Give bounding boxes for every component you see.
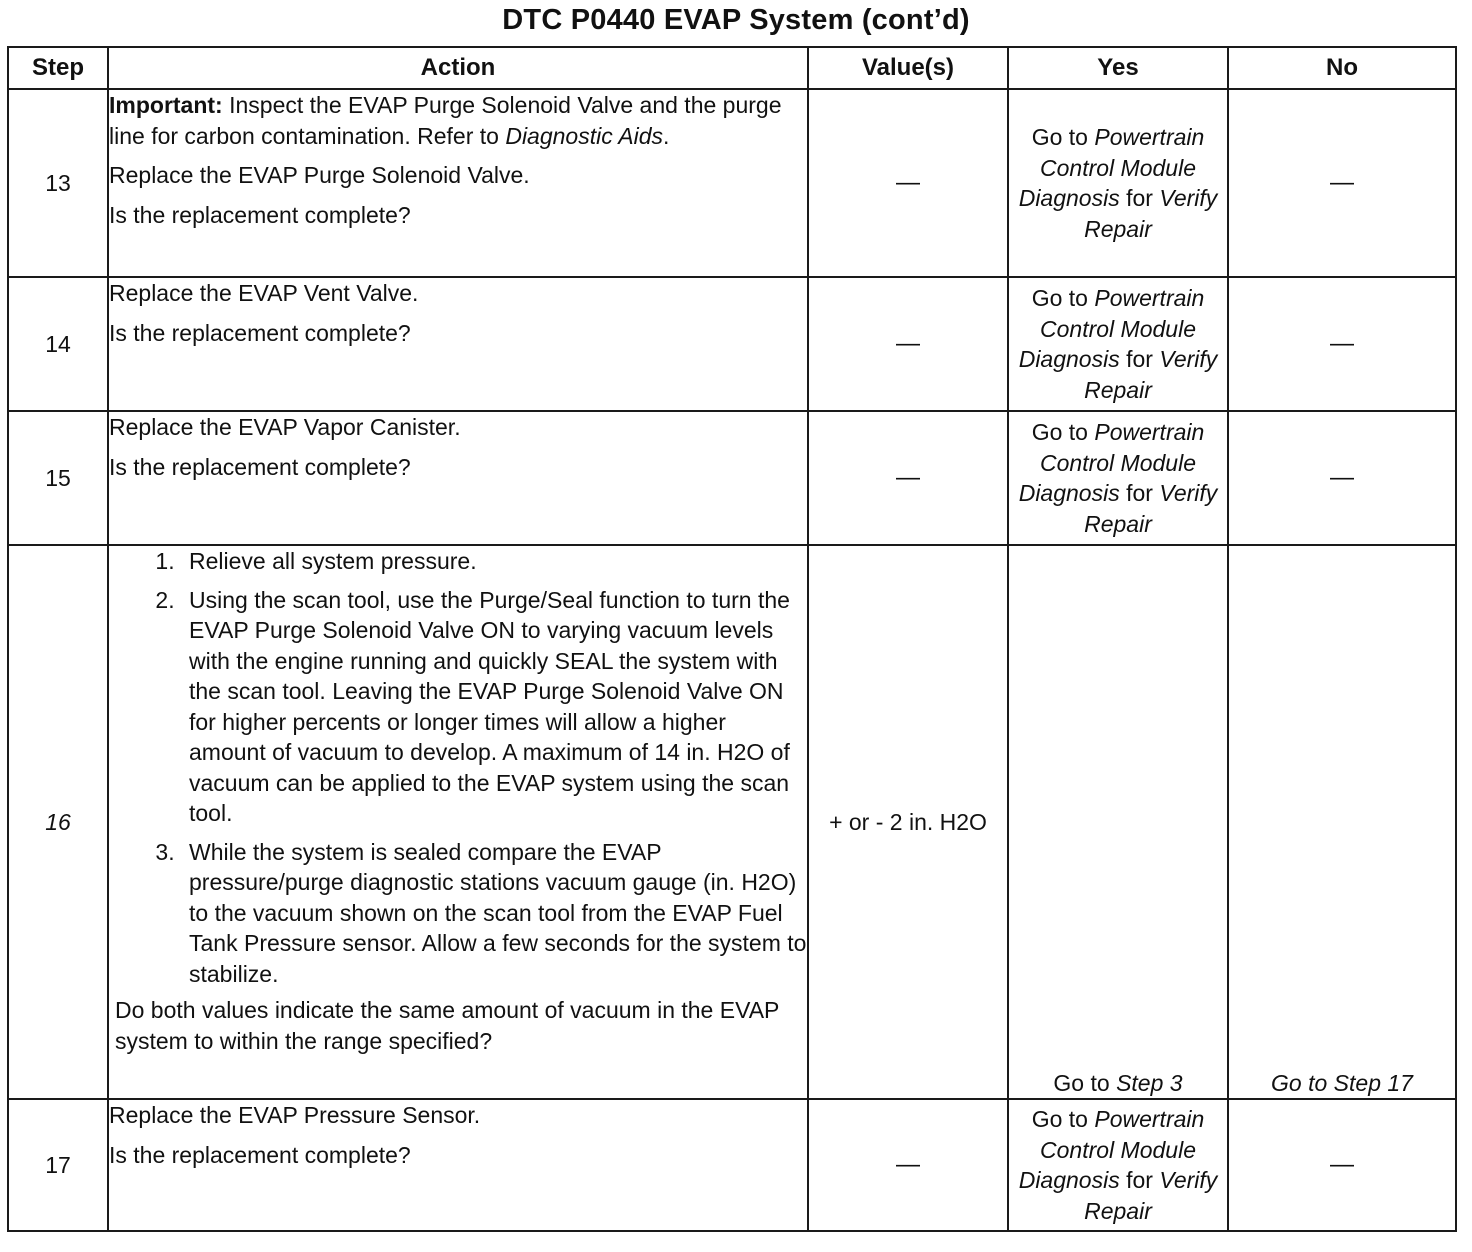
important-label: Important: (109, 92, 223, 118)
no-cell (1228, 1099, 1456, 1231)
action-instruction: Replace the EVAP Pressure Sensor. (109, 1102, 481, 1128)
yes-prefix: Go to (1031, 285, 1095, 311)
value-cell (808, 89, 1008, 277)
action-cell (108, 277, 808, 411)
yes-ref-pcm: Powertrain Control Module Diagnosis (1018, 124, 1205, 211)
yes-ref-verify: Verify Repair (1084, 185, 1218, 242)
yes-mid: for (1119, 346, 1160, 372)
procedure-list (109, 546, 807, 989)
yes-cell (1008, 89, 1228, 277)
value-dash: — (896, 1151, 920, 1179)
action-instruction: Replace the EVAP Vapor Canister. (109, 414, 461, 440)
table-row (8, 545, 1456, 1099)
table-row (8, 89, 1456, 277)
action-question: Is the replacement complete? (109, 1141, 411, 1168)
yes-mid: for (1119, 185, 1160, 211)
procedure-step: 2. Using the scan tool, use the Purge/Seal function to turn the EVAP Purge Solenoid Valve ON to varying vacuum levels with the engine running and quickly SEAL the system with the scan tool. Leaving the EVAP Purge Solenoid Valve ON for higher percents or longer times will allow a higher amount of vacuum to develop. A maximum of 14 in. H2O of vacuum can be applied to the EVAP system using the scan tool. (181, 585, 807, 829)
yes-prefix: Go to (1031, 124, 1095, 150)
no-dash: — (1330, 169, 1354, 197)
yes-ref-verify: Verify Repair (1084, 1167, 1218, 1224)
table-row (8, 411, 1456, 545)
value-range: + or - 2 in. H2O (829, 808, 987, 835)
action-question: Do both values indicate the same amount of vacuum in the EVAP system to within the range specified? (115, 997, 779, 1054)
action-cell (108, 1099, 808, 1231)
no-cell (1228, 411, 1456, 545)
action-cell (108, 545, 808, 1099)
yes-prefix: Go to (1031, 419, 1095, 445)
header-values: Value(s) (808, 47, 1008, 89)
action-cell (108, 411, 808, 545)
no-cell (1228, 277, 1456, 411)
header-no: No (1228, 47, 1456, 89)
important-note (109, 90, 807, 151)
value-dash: — (896, 330, 920, 358)
yes-cell (1008, 411, 1228, 545)
no-prefix: Go to (1271, 1069, 1334, 1096)
action-question: Is the replacement complete? (109, 453, 411, 480)
table-row (8, 277, 1456, 411)
step-number: 15 (8, 411, 108, 545)
procedure-step: 3. While the system is sealed compare the EVAP pressure/purge diagnostic stations vacuum gauge (in. H2O) to the vacuum shown on the scan tool from the EVAP Fuel Tank Pressure sensor. Allow a few seconds for the system to stabilize. (181, 837, 807, 990)
step-number: 16 (8, 545, 108, 1099)
yes-cell (1008, 545, 1228, 1099)
yes-ref-verify: Verify Repair (1084, 480, 1218, 537)
header-action: Action (108, 47, 808, 89)
no-dash: — (1330, 330, 1354, 358)
value-cell (808, 1099, 1008, 1231)
header-step: Step (8, 47, 108, 89)
no-dash: — (1330, 1151, 1354, 1179)
yes-prefix: Go to (1053, 1069, 1117, 1096)
table-row (8, 1099, 1456, 1231)
step-number: 14 (8, 277, 108, 411)
yes-cell (1008, 277, 1228, 411)
action-cell (108, 89, 808, 277)
yes-prefix: Go to (1031, 1106, 1095, 1132)
step-number: 17 (8, 1099, 108, 1231)
no-dash: — (1330, 464, 1354, 492)
step-number: 13 (8, 89, 108, 277)
no-ref-step: Step 17 (1333, 1069, 1413, 1096)
value-dash: — (896, 169, 920, 197)
diagnostic-table (7, 46, 1457, 1232)
no-cell (1228, 89, 1456, 277)
yes-ref-verify: Verify Repair (1084, 346, 1218, 403)
yes-cell (1008, 1099, 1228, 1231)
value-cell (808, 411, 1008, 545)
page-title: DTC P0440 EVAP System (cont’d) (502, 4, 970, 36)
table-header-row (8, 47, 1456, 89)
value-cell (808, 277, 1008, 411)
procedure-step: 1. Relieve all system pressure. (181, 546, 807, 577)
diagnostic-aids-ref: Diagnostic Aids (505, 122, 663, 149)
yes-ref-pcm: Powertrain Control Module Diagnosis (1018, 285, 1205, 372)
important-end: . (663, 122, 670, 149)
header-yes: Yes (1008, 47, 1228, 89)
yes-ref-pcm: Powertrain Control Module Diagnosis (1018, 419, 1205, 506)
important-text: Inspect the EVAP Purge Solenoid Valve and the purge line for carbon contamination. Refer to (109, 92, 782, 149)
value-dash: — (896, 464, 920, 492)
yes-mid: for (1119, 480, 1160, 506)
action-question: Is the replacement complete? (109, 201, 411, 228)
yes-ref-step: Step 3 (1116, 1069, 1183, 1096)
action-instruction: Replace the EVAP Purge Solenoid Valve. (109, 162, 530, 188)
action-question: Is the replacement complete? (109, 319, 411, 346)
action-instruction: Replace the EVAP Vent Valve. (109, 280, 419, 306)
no-cell (1228, 545, 1456, 1099)
yes-mid: for (1119, 1167, 1160, 1193)
value-cell (808, 545, 1008, 1099)
yes-ref-pcm: Powertrain Control Module Diagnosis (1018, 1106, 1205, 1193)
